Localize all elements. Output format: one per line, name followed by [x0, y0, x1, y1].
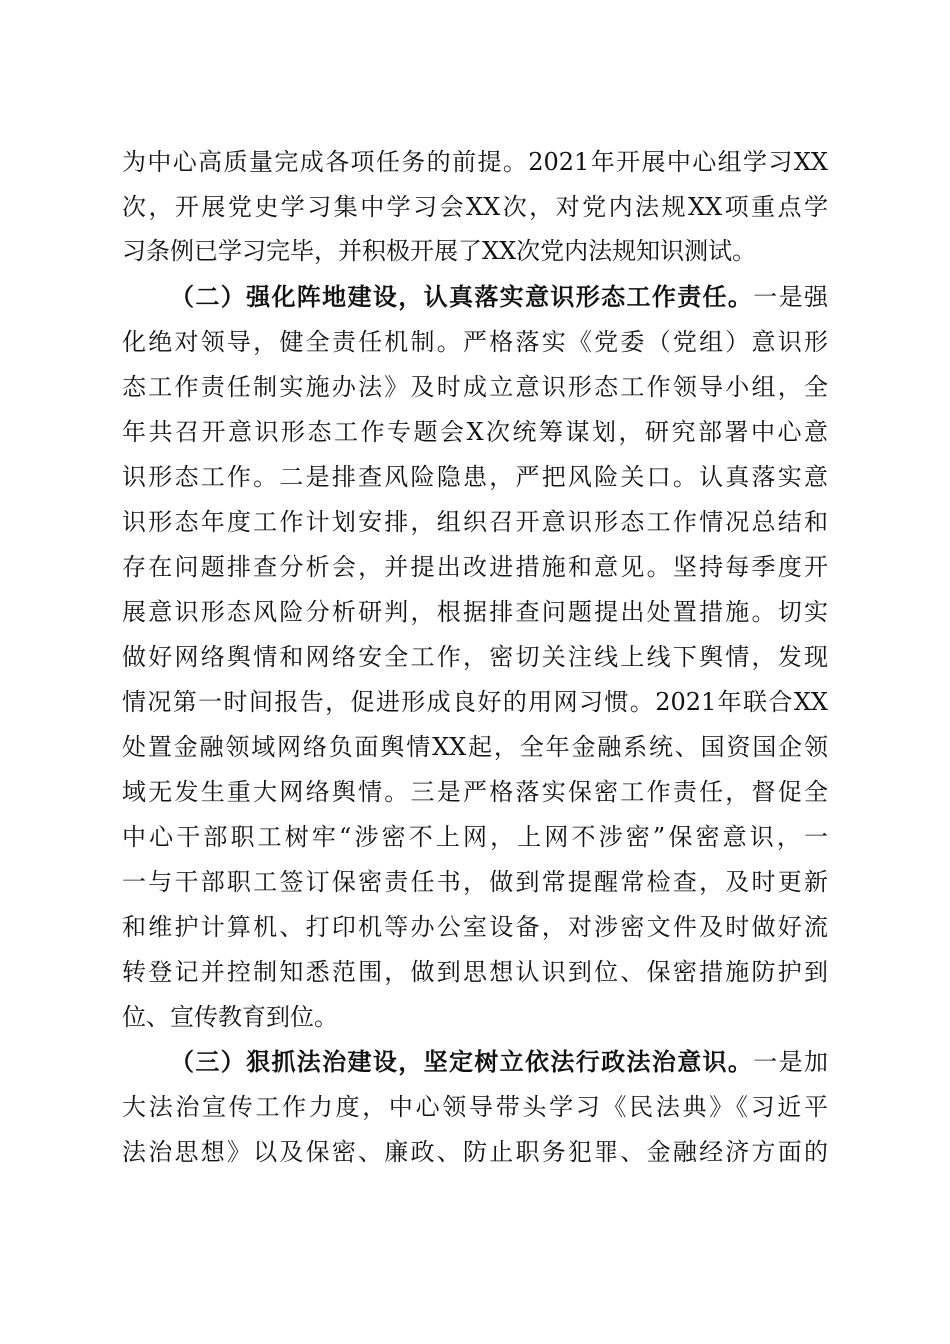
line-text: 位、宣传教育到位。	[122, 1003, 338, 1031]
line-text: 一是强	[753, 283, 829, 311]
text-line	[122, 679, 828, 725]
text-line	[122, 499, 828, 545]
line-text: 化绝对领导，健全责任机制。严格落实《党委（党组）意识形	[122, 328, 828, 356]
line-text: 展意识形态风险分析研判，根据排查问题提出处置措施。切实	[122, 598, 828, 626]
text-line	[122, 1129, 828, 1175]
text-line	[122, 634, 828, 680]
section-heading: （三）狠抓法治建设，坚定树立依法行政法治意识。	[170, 1047, 754, 1076]
section-heading-line	[170, 274, 828, 320]
text-line	[122, 589, 828, 635]
text-line	[122, 184, 828, 230]
line-text: 习条例已学习完毕，并积极开展了XX次党内法规知识测试。	[122, 237, 757, 265]
line-text: 情况第一时间报告，促进形成良好的用网习惯。2021年联合XX	[122, 688, 828, 716]
text-line	[122, 769, 828, 815]
line-text: 法治思想》以及保密、廉政、防止职务犯罪、金融经济方面的	[122, 1138, 828, 1166]
text-line	[122, 859, 828, 905]
line-text: 识形态年度工作计划安排，组织召开意识形态工作情况总结和	[122, 508, 828, 536]
line-text: 次，开展党史学习集中学习会XX次，对党内法规XX项重点学	[122, 193, 828, 221]
text-line	[122, 139, 828, 185]
text-line	[122, 364, 828, 410]
line-text: 做好网络舆情和网络安全工作，密切关注线上线下舆情，发现	[122, 643, 828, 671]
text-line	[122, 454, 828, 500]
text-line	[122, 724, 828, 770]
line-text: 域无发生重大网络舆情。三是严格落实保密工作责任，督促全	[122, 778, 828, 806]
line-text: 存在问题排查分析会，并提出改进措施和意见。坚持每季度开	[122, 553, 828, 581]
text-line	[122, 228, 828, 274]
line-text: 大法治宣传工作力度，中心领导带头学习《民法典》《习近平	[122, 1093, 828, 1121]
text-line	[122, 994, 828, 1040]
line-text: 一是加	[753, 1048, 829, 1076]
line-text: 态工作责任制实施办法》及时成立意识形态工作领导小组，全	[122, 373, 828, 401]
text-line	[122, 949, 828, 995]
line-text: 和维护计算机、打印机等办公室设备，对涉密文件及时做好流	[122, 913, 828, 941]
section-heading: （二）强化阵地建设，认真落实意识形态工作责任。	[170, 282, 754, 311]
line-text: 为中心高质量完成各项任务的前提。2021年开展中心组学习XX	[122, 148, 828, 176]
text-line	[122, 409, 828, 455]
line-text: 中心干部职工树牢“涉密不上网，上网不涉密”保密意识，一	[122, 823, 828, 851]
text-line	[122, 904, 828, 950]
line-text: 转登记并控制知悉范围，做到思想认识到位、保密措施防护到	[122, 958, 828, 986]
text-line	[122, 319, 828, 365]
line-text: 一与干部职工签订保密责任书，做到常提醒常检查，及时更新	[122, 868, 828, 896]
line-text: 识形态工作。二是排查风险隐患，严把风险关口。认真落实意	[122, 463, 828, 491]
text-line	[122, 1084, 828, 1130]
section-heading-line	[170, 1039, 828, 1085]
text-line	[122, 814, 828, 860]
line-text: 处置金融领域网络负面舆情XX起，全年金融系统、国资国企领	[122, 733, 828, 761]
text-line	[122, 544, 828, 590]
line-text: 年共召开意识形态工作专题会X次统筹谋划，研究部署中心意	[122, 418, 828, 446]
